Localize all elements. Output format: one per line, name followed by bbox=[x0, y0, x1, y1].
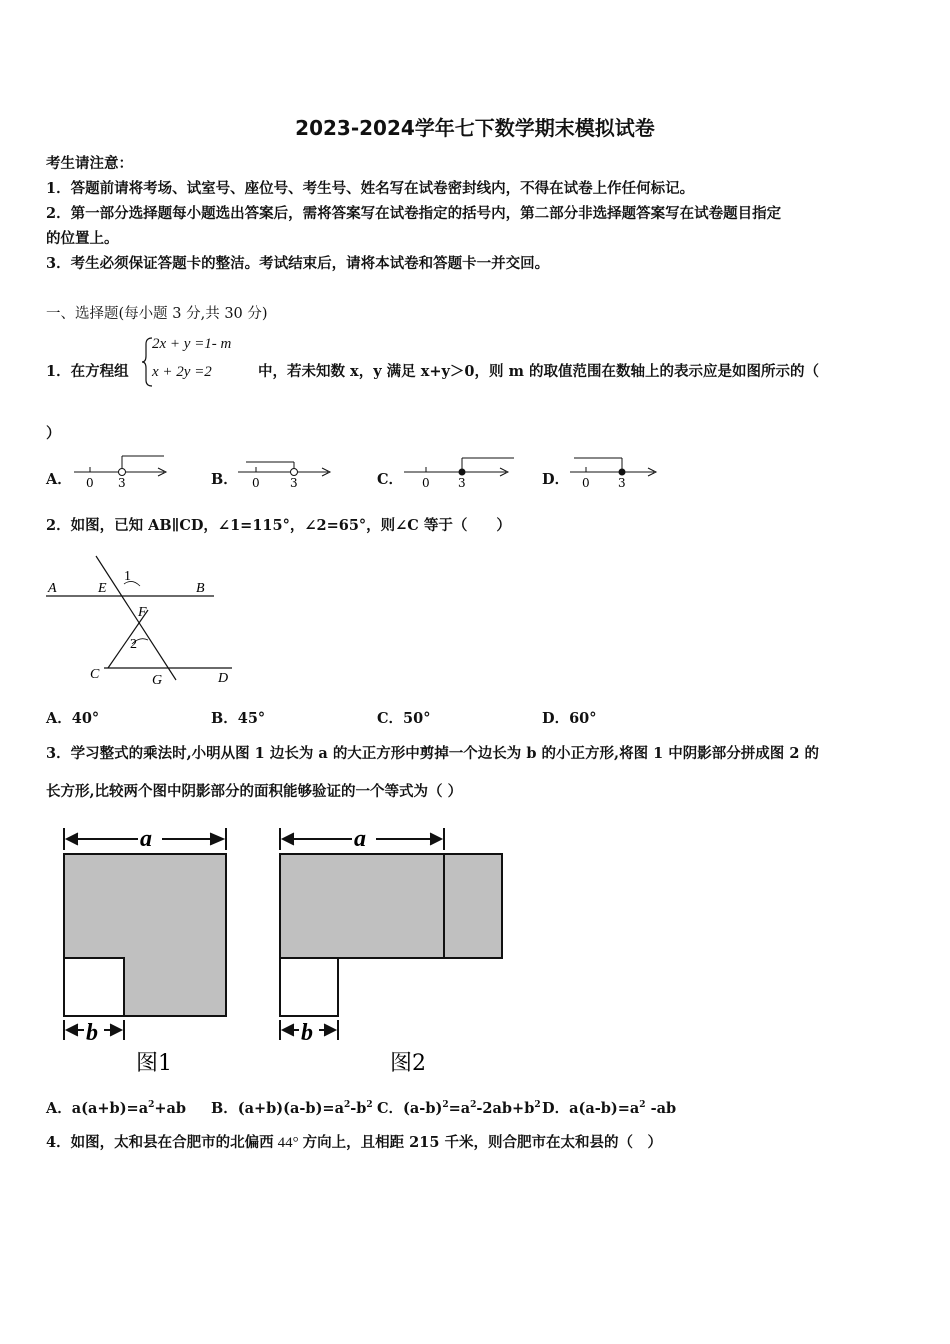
tick-label: 3 bbox=[118, 476, 126, 490]
tick-label: 0 bbox=[252, 476, 260, 490]
notice-item: 的位置上。 bbox=[46, 230, 119, 247]
tick-label: 0 bbox=[582, 476, 590, 490]
q1-option-d-number-line bbox=[568, 450, 668, 492]
q1-prefix: 1．在方程组 bbox=[46, 363, 129, 380]
q2-option-c: C．50° bbox=[377, 710, 431, 727]
tick-label: 0 bbox=[86, 476, 94, 490]
q3-option-c: C．$(a-b)^2=a^2-2ab+b^2$ bbox=[377, 1100, 541, 1117]
tick-label: 3 bbox=[290, 476, 298, 490]
point-label: E bbox=[98, 581, 107, 596]
q1-option-c-number-line bbox=[402, 450, 522, 492]
q3-option-b: B．$(a+b)(a-b)=a^2-b^2$ bbox=[211, 1100, 373, 1117]
q1-option-a-label: A． bbox=[46, 471, 72, 488]
q2-figure bbox=[40, 550, 240, 690]
section-heading: 一、选择题(每小题 3 分,共 30 分) bbox=[46, 306, 268, 322]
dimension-label-b: b bbox=[301, 1020, 313, 1046]
notice-item: 3．考生必须保证答题卡的整洁。考试结束后，请将本试卷和答题卡一并交回。 bbox=[46, 255, 550, 272]
q2-option-d: D．60° bbox=[542, 710, 597, 727]
q1-option-d-label: D． bbox=[542, 471, 570, 488]
q3-line-2: 长方形,比较两个图中阴影部分的面积能够验证的一个等式为（ ） bbox=[46, 783, 463, 800]
q4-angle: 44° bbox=[277, 1135, 299, 1151]
q3-figures bbox=[50, 820, 520, 1080]
q1-equation-1: 2x + y =1- m bbox=[152, 336, 232, 352]
notice-heading: 考生请注意： bbox=[46, 155, 133, 172]
point-label: G bbox=[152, 673, 163, 688]
point-label: B bbox=[196, 581, 205, 596]
q4-text: 4．如图，太和县在合肥市的北偏西 44° 方向上，且相距 215 千米，则合肥市在太和县的（ ） bbox=[46, 1134, 662, 1151]
point-label: C bbox=[90, 667, 100, 682]
point-label: D bbox=[218, 671, 229, 686]
q2-text: 2．如图，已知 AB∥CD，∠1=115°，∠2=65°，则∠C 等于（ ） bbox=[46, 517, 511, 534]
point-label: A bbox=[48, 581, 57, 596]
figure-1-caption: 图1 bbox=[136, 1051, 172, 1076]
notice-item: 1．答题前请将考场、试室号、座位号、考生号、姓名写在试卷密封线内，不得在试卷上作任何标记。 bbox=[46, 180, 695, 197]
q3-option-d: D．$a(a-b)=a^2$ -ab bbox=[542, 1100, 677, 1117]
q1-suffix: 中，若未知数 x，y 满足 x+y＞0，则 m 的取值范围在数轴上的表示应是如图所示的（ bbox=[258, 363, 819, 380]
q3-line-1: 3．学习整式的乘法时,小明从图 1 边长为 a 的大正方形中剪掉一个边长为 b 的小正方形,将图 1 中阴影部分拼成图 2 的 bbox=[46, 745, 819, 762]
tick-label: 3 bbox=[458, 476, 466, 490]
q3-option-a: A．$a(a+b)=a^2+ab$ bbox=[46, 1100, 187, 1117]
q1-option-b-number-line bbox=[236, 450, 336, 492]
q2-option-b: B．45° bbox=[211, 710, 266, 727]
q1-close: ） bbox=[46, 425, 61, 442]
q1-option-a-number-line bbox=[72, 450, 172, 492]
dimension-label-b: b bbox=[86, 1020, 98, 1046]
page-title: 2023-2024学年七下数学期末模拟试卷 bbox=[295, 116, 655, 140]
notice-item: 2．第一部分选择题每小题选出答案后，需将答案写在试卷指定的括号内，第二部分非选择题答案写在试卷题目指定 bbox=[46, 205, 782, 222]
tick-label: 3 bbox=[618, 476, 626, 490]
dimension-label-a: a bbox=[140, 826, 152, 852]
point-label: F bbox=[138, 605, 147, 620]
q1-option-b-label: B． bbox=[211, 471, 238, 488]
angle-label: 1 bbox=[124, 569, 131, 584]
q2-option-a: A．40° bbox=[46, 710, 100, 727]
q1-option-c-label: C． bbox=[377, 471, 404, 488]
dimension-label-a: a bbox=[354, 826, 366, 852]
figure-2-caption: 图2 bbox=[390, 1051, 426, 1076]
q1-equation-2: x + 2y =2 bbox=[152, 364, 212, 380]
angle-label: 2 bbox=[130, 637, 137, 652]
tick-label: 0 bbox=[422, 476, 430, 490]
